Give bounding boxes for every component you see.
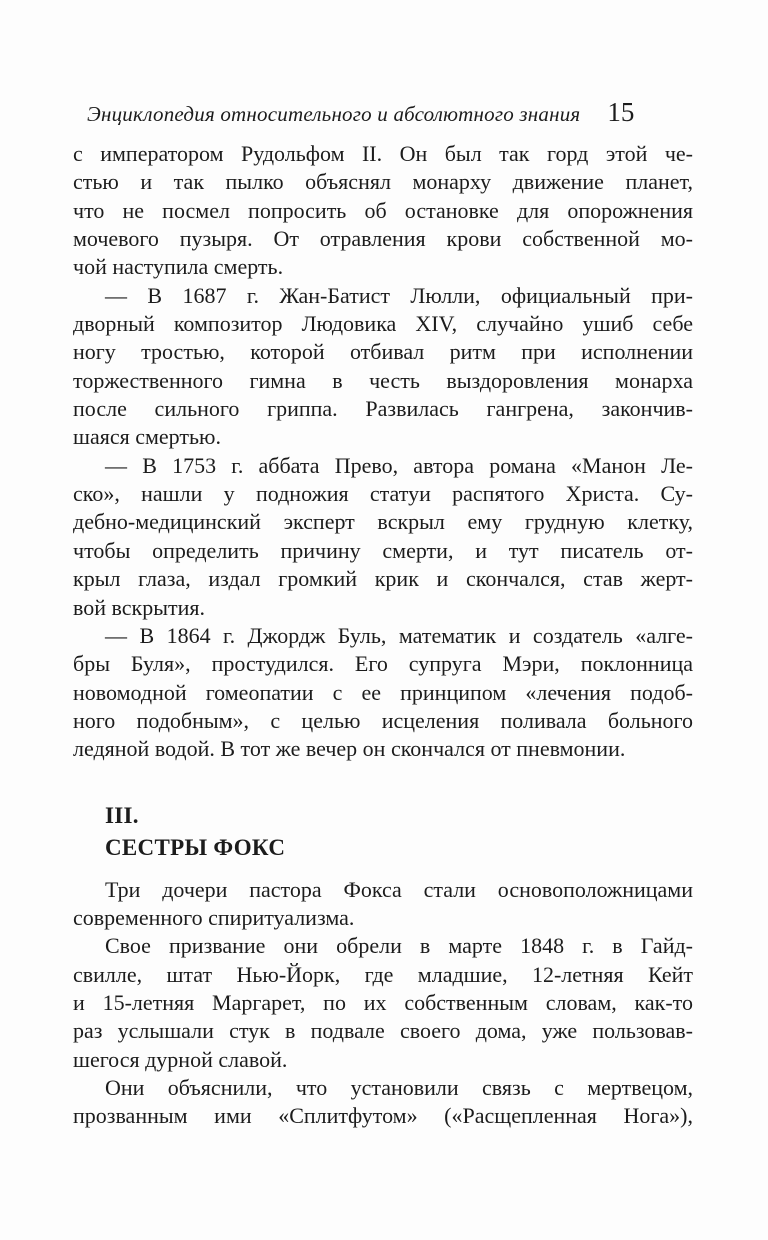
text-line: — В 1864 г. Джордж Буль, математик и создатель «алге- (105, 622, 693, 648)
paragraph (73, 140, 693, 282)
text-line: что не посмел попросить об остановке для опорожнения (73, 197, 693, 223)
text-line: стью и так пылко объяснял монарху движение планет, (73, 169, 693, 195)
heading-line: III. (105, 802, 139, 828)
text-line: современного спиритуализма. (73, 904, 355, 930)
text-line: Три дочери пастора Фокса стали основоположницами (105, 876, 693, 902)
running-header (87, 97, 693, 128)
text-line: ско», нашли у подножия статуи распятого Христа. Су- (73, 481, 693, 507)
text-line: шаяся смертью. (73, 424, 221, 450)
paragraph (73, 452, 693, 622)
text-line: дебно-медицинский эксперт вскрыл ему грудную клетку, (73, 509, 693, 535)
text-line: раз услышали стук в подвале своего дома, уже пользовав- (73, 1018, 693, 1044)
section-heading (73, 800, 693, 864)
text-line: мочевого пузыря. От отравления крови собственной мо- (73, 226, 693, 252)
text-line: вой вскрытия. (73, 594, 206, 620)
text-line: с императором Рудольфом II. Он был так горд этой че- (73, 141, 693, 166)
text-line: свилле, штат Нью-Йорк, где младшие, 12-летняя Кейт (73, 961, 693, 987)
heading-line: СЕСТРЫ ФОКС (105, 834, 286, 860)
text-line: бры Буля», простудился. Его супруга Мэри, поклонница (73, 651, 693, 677)
text-line: после сильного гриппа. Развилась гангрена, закончив- (73, 396, 693, 422)
paragraph (73, 622, 693, 764)
running-header-title: Энциклопедия относительного и абсолютного знания (87, 102, 581, 126)
text-line: — В 1753 г. аббата Прево, автора романа «Манон Ле- (105, 452, 693, 478)
text-line: прозванным ими «Сплитфутом» («Расщепленная Нога»), (73, 1103, 693, 1129)
text-line: ногу тростью, которой отбивал ритм при исполнении (73, 339, 693, 365)
text-line: и 15-летняя Маргарет, по их собственным словам, как-то (73, 989, 693, 1015)
text-line: торжественного гимна в честь выздоровления монарха (73, 367, 693, 393)
text-line: чтобы определить причину смерти, и тут писатель от- (73, 537, 693, 563)
paragraph (73, 1074, 693, 1131)
page-number: 15 (607, 97, 635, 127)
text-line: крыл глаза, издал громкий крик и скончался, став жерт- (73, 566, 693, 592)
text-line: шегося дурной славой. (73, 1046, 288, 1072)
paragraph (73, 282, 693, 452)
text-line: новомодной гомеопатии с ее принципом «лечения подоб- (73, 679, 693, 705)
text-line: чой наступила смерть. (73, 254, 284, 280)
text-line: Они объяснили, что установили связь с мертвецом, (105, 1074, 693, 1100)
text-line: ного подобным», с целью исцеления поливала больного (73, 707, 693, 733)
paragraph (73, 932, 693, 1074)
text-line: дворный композитор Людовика XIV, случайно ушиб себе (73, 311, 693, 337)
text-block (73, 140, 693, 1131)
paragraph (73, 876, 693, 933)
text-line: ледяной водой. В тот же вечер он скончался от пневмонии. (73, 736, 626, 762)
text-line: — В 1687 г. Жан-Батист Люлли, официальный при- (105, 282, 693, 308)
text-line: Свое призвание они обрели в марте 1848 г. в Гайд- (105, 933, 693, 959)
